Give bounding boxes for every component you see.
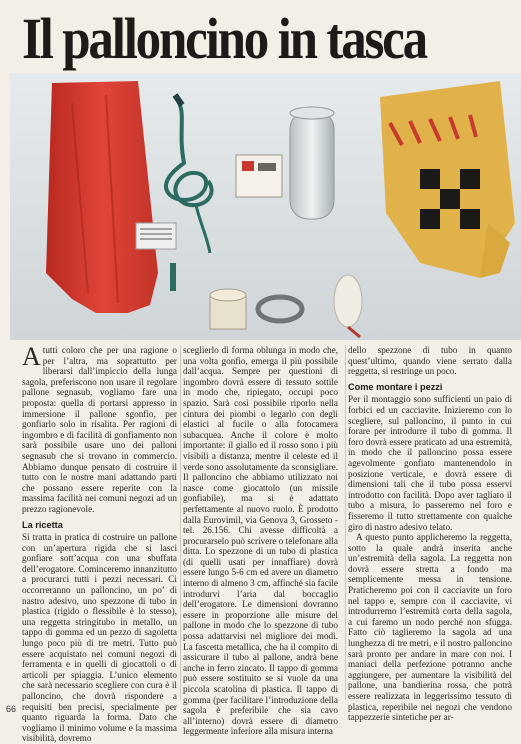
section-heading-ricetta: La ricetta [22,519,63,530]
photo-illustration [10,73,521,340]
page-number: 66 [6,704,17,714]
article-body [22,342,512,744]
article-column-1 [22,342,177,744]
column-3-paragraph-1: dello spezzone di tubo in quanto quest’ultimo, quando viene serrato dalla reggetta, si restringe un poco. [348,345,512,377]
section-heading-montare: Come montare i pezzi [348,381,443,392]
article-column-3 [348,345,512,723]
column-2-paragraph: sceglierlo di forma oblunga in modo che, una volta gonfio, emerga il più possibile dall’acqua. Sempre per questioni di ingombro dovrà essere di tessuto sottile in modo che, ripiegato, occupi poco spazio. Sarà così possibile riporlo nella cintura dei piombi o legarlo con degli elastici al fucile o alla fotocamera subacquea. Anche il colore è molto importante: il giallo ed il rosso sono i più visibili a distanza, mentre il celeste ed il verde sono assolutamente da sconsigliare. Il palloncino che abbiamo utilizzato noi nasce come giocattolo (un missile gonfiabile), ma si è adattato perfettamente al nuovo ruolo. È prodotto dalla Eurovimil, via Genova 3, Grosseto - tel. 26.156. Chi avesse difficoltà a procurarselo può scrivere o telefonare alla ditta. Lo spezzone di un tubo di plastica (di quelli usati per innaffiare) dovrà essere lungo 5-6 cm ed avere un diametro interno di almeno 3 cm, affinché sia facile introdurvi l’aria dal boccaglio dell’erogatore. Le dimensioni dovranno essere in proporzione alle misure del pallone in modo che lo spezzone di tubo possa adattarvisi nel migliore dei modi. La fascetta metallica, che ha il compito di assicurare il tubo al pallone, andrà bene anche in ferro zincato. Il tappo di gomma può essere sostituito se si vuole da una piccola scatolina di plastica. Il tappo di gomma (per facilitare l’introduzione della sagola è preferibile che sia cavo all’interno) dovrà essere di diametro leggermente inferiore alla misura interna [183,345,338,737]
ricetta-paragraph: Si tratta in pratica di costruire un pallone con un’apertura rigida che si lasci gonfiare sott’acqua con una sbuffata dell’erogatore. Cominceremo innanzitutto a procurarci tutti i pezzi necessari. Ci occorreranno un palloncino, un po’ di nastro adesivo, uno spezzone di tubo in plastica (rigido o flessibile è lo stesso), una reggetta stringitubo in metallo, un tappo di gomma ed un pezzo di sagoletta lungo poco più di tre metri. Tutto può essere acquistato nei comuni negozi di ferramenta e in quelli di giocattoli o di articoli per spiaggia. L’unico elemento che sarà necessario scegliere con cura è il palloncino, che dovrà rispondere a requisiti ben precisi, specialmente per quanto riguarda la forma. Dato che vogliamo il minimo volume e la massima visibilità, dovremo [22,532,177,744]
plastic-tube-shape [290,111,334,219]
red-balloon-shape [46,81,158,313]
page-title: Il palloncino in tasca [22,6,426,71]
article-column-2 [183,345,338,737]
drop-cap: A [22,342,41,371]
column-3-paragraph-3: A questo punto applicheremo la reggetta, sotto la quale andrà inserita anche un’estremità della sagola. La reggetta non dovrà essere stretta a fondo ma semplicemente messa in tensione. Praticheremo poi con il cacciavite un foro nel tappo e, sempre con il cacciavite, vi introdurremo l’estremità corta della sagola, a cui faremo un nodo perché non sfugga. Fatto ciò taglieremo la sagola ad una lunghezza di tre metri, e il nostro palloncino sarà pronto per andare in mare con noi. I maniaci della perfezione potranno anche aggiungere, per aumentare la visibilità del pallone, una bandierina rossa, che potrà essere realizzata in leggerissimo tessuto di plastica, reperibile nei negozi che vendono tappezzerie sintetiche per ar- [348,532,512,723]
column-3-paragraph-2: Per il montaggio sono sufficienti un paio di forbici ed un cacciavite. Inizieremo con lo sceglierе, sul palloncino, il punto in cui forare per introdurre il tubo di gomma. Il foro dovrà essere praticato ad una estremità, in modo che il palloncino possa essere agevolmente gonfiato mantenendolo in posizione verticale, e dovrà essere di dimensioni tali che il tubo possa esservi introdotto con facilità. Dopo aver tagliato il tubo a misura, lo passeremo nel foro e fisseremo il tutto strettamente con qualche giro di nastro adesivo telato. [348,394,512,532]
product-photo [10,73,521,340]
intro-paragraph: tutti coloro che per una ragione o per l’altra, ma soprattutto per liberarsi dall’impiccio della lunga sagola, preferiscono non usare il regolare pallone segnasub, vogliamo fare una proposta: quella di portarsi appresso in immersione il pallone sgonfio, per gonfiarlo solo in risalita. Per ragioni di ingombro e di facilità di gonfiamento non sarà possibile usare uno dei palloni segnasub che si trovano in commercio. Abbiamo dunque pensato di costruire il tutto con le nostre mani adattando parti che possano essere reperite con la massima facilità nei comuni negozi ad un prezzo ragionevole. [22,345,177,514]
